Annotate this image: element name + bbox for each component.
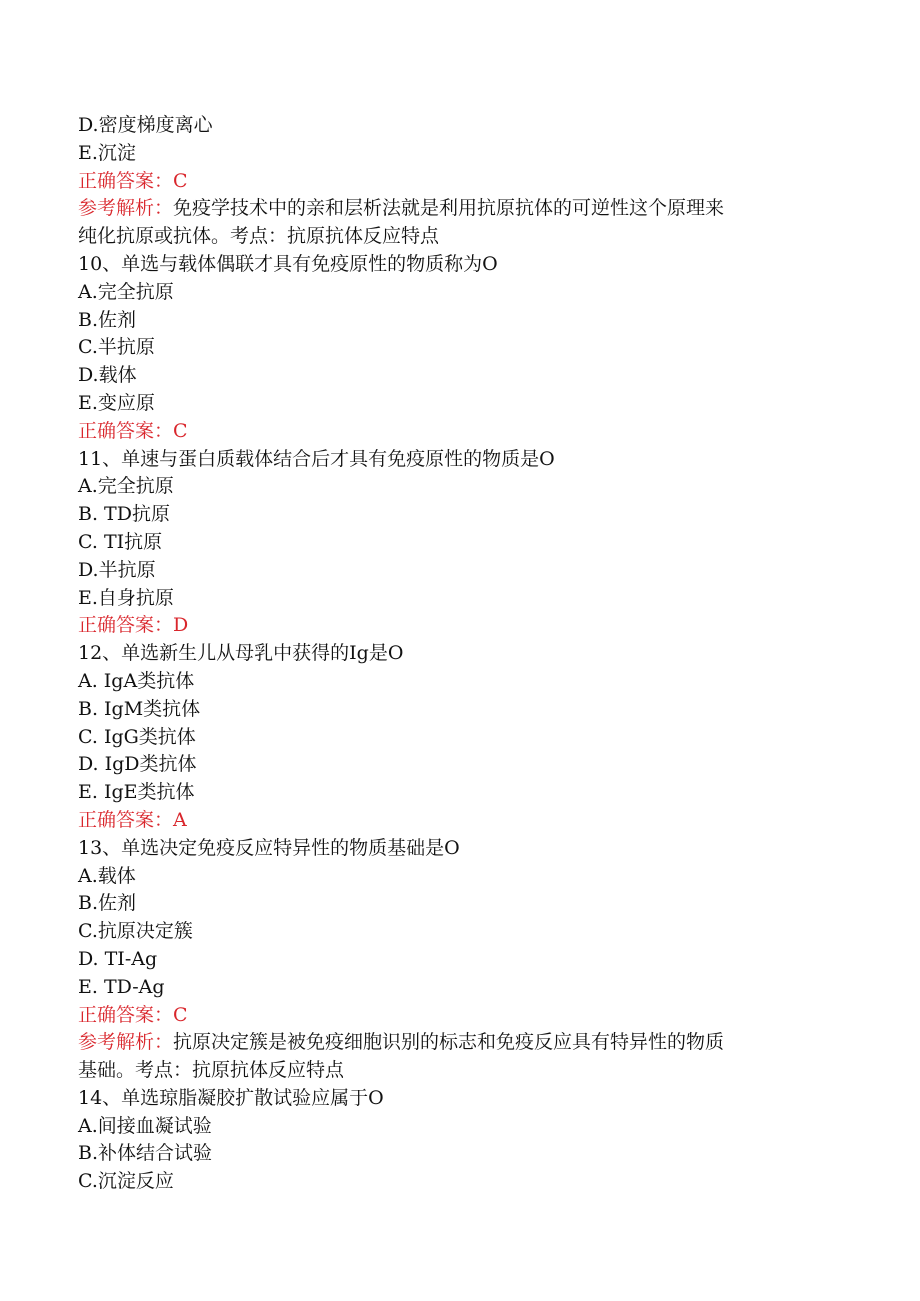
q14-option-b: B.补体结合试验 <box>78 1142 213 1165</box>
q11-option-a: A.完全抗原 <box>78 475 174 498</box>
q11-correct-answer: 正确答案：D <box>78 614 189 637</box>
q10-option-a: A.完全抗原 <box>78 280 174 303</box>
q10-option-c: C.半抗原 <box>78 336 155 359</box>
explanation-text: 免疫学技术中的亲和层析法就是利用抗原抗体的可逆性这个原理来 <box>173 197 725 220</box>
q13-option-a: A.载体 <box>78 864 136 887</box>
q11-option-b: B. TD抗原 <box>78 503 170 526</box>
q12-option-a: A. IgA类抗体 <box>78 669 195 692</box>
q13-option-e: E. TD-Ag <box>78 975 165 998</box>
question-12-stem: 12、单选新生儿从母乳中获得的Ig是O <box>78 642 404 665</box>
q14-option-a: A.间接血凝试验 <box>78 1114 212 1137</box>
option-e: E.沉淀 <box>78 141 136 164</box>
option-d: D.密度梯度离心 <box>78 114 213 136</box>
correct-answer: 正确答案：C <box>78 169 188 192</box>
q12-option-d: D. IgD类抗体 <box>78 753 197 776</box>
q13-option-d: D. TI-Ag <box>78 947 158 970</box>
question-14-stem: 14、单选琼脂凝胶扩散试验应属于O <box>78 1086 384 1109</box>
q12-option-e: E. IgE类抗体 <box>78 781 195 804</box>
q11-option-c: C. TI抗原 <box>78 530 163 553</box>
q12-option-b: B. IgM类抗体 <box>78 697 201 720</box>
explanation-label: 参考解析： <box>78 197 174 220</box>
q11-option-d: D.半抗原 <box>78 558 156 581</box>
explanation-continued: 纯化抗原或抗体。考点：抗原抗体反应特点 <box>78 225 440 248</box>
question-10-stem: 10、单选与载体偶联才具有免疫原性的物质称为O <box>78 252 498 275</box>
question-11-stem: 11、单速与蛋白质载体结合后才具有免疫原性的物质是O <box>78 447 555 470</box>
q13-option-c: C.抗原决定簇 <box>78 920 193 943</box>
q14-option-c: C.沉淀反应 <box>78 1170 174 1193</box>
q10-option-b: B.佐剂 <box>78 308 137 331</box>
q13-explanation <box>78 1029 848 1057</box>
q10-correct-answer: 正确答案：C <box>78 419 188 442</box>
explanation <box>78 195 848 223</box>
q12-option-c: C. IgG类抗体 <box>78 725 196 748</box>
q10-option-e: E.变应原 <box>78 391 155 414</box>
q13-option-b: B.佐剂 <box>78 892 137 915</box>
q13-explanation-text: 抗原决定簇是被免疫细胞识别的标志和免疫反应具有特异性的物质 <box>173 1031 725 1054</box>
q13-correct-answer: 正确答案：C <box>78 1003 188 1026</box>
q12-correct-answer: 正确答案：A <box>78 808 187 831</box>
document-page <box>78 112 848 1196</box>
q13-explanation-continued: 基础。考点：抗原抗体反应特点 <box>78 1059 345 1082</box>
q10-option-d: D.载体 <box>78 364 137 387</box>
q13-explanation-label: 参考解析： <box>78 1031 174 1054</box>
q11-option-e: E.自身抗原 <box>78 586 174 609</box>
question-13-stem: 13、单选决定免疫反应特异性的物质基础是O <box>78 836 460 859</box>
